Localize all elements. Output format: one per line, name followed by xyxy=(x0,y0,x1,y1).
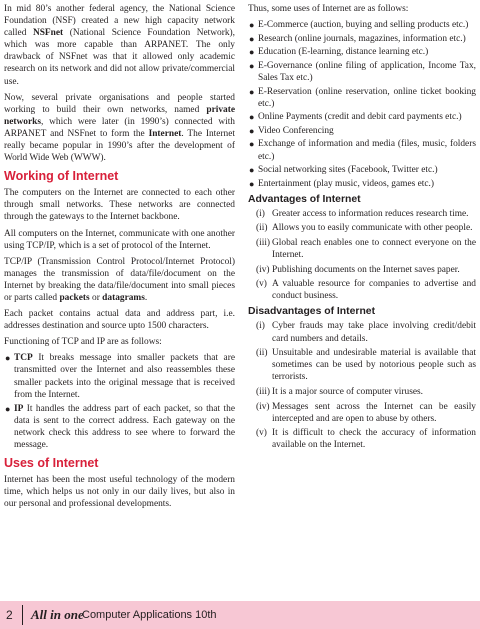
page-number: 2 xyxy=(6,608,13,622)
bullet-icon: ● xyxy=(249,112,255,123)
list-item-text: Video Conferencing xyxy=(258,125,334,136)
book-title: Computer Applications 10th xyxy=(82,609,217,621)
list-item-text: It is difficult to check the accuracy of information available on the Internet. xyxy=(272,428,476,451)
list-item-text: E-Reservation (online reservation, online ticket booking etc.) xyxy=(258,86,476,109)
list-item-text: Cyber frauds may take place involving credit/debit card numbers and details. xyxy=(272,321,476,344)
text-run: Now, several private organisations and people started working to build their own networks, named xyxy=(4,92,235,115)
text-run: . xyxy=(144,292,148,303)
list-item xyxy=(248,164,476,176)
networks-paragraph: The computers on the Internet are connected to each other through small networks. These networks are connected through the gateways to the Internet backbone. xyxy=(4,188,235,223)
bullet-icon: ● xyxy=(249,20,255,31)
right-column xyxy=(248,3,476,454)
term-datagrams: datagrams xyxy=(102,292,145,303)
term-nsfnet: NSFnet xyxy=(32,28,64,39)
item-number: (ii) xyxy=(256,348,268,359)
uses-paragraph: Internet has been the most useful technology of the modern time, which helps us not only in our daily lives, but also in our personal and professional developments. xyxy=(4,475,235,510)
list-item-text: Global reach enables one to connect everyone on the Internet. xyxy=(272,238,476,261)
list-item xyxy=(248,278,476,302)
list-item xyxy=(4,403,235,451)
item-number: (ii) xyxy=(256,223,268,234)
list-item xyxy=(248,237,476,261)
bullet-icon: ● xyxy=(249,125,255,136)
bullet-icon: ● xyxy=(5,403,11,414)
heading-uses-of-internet: Uses of Internet xyxy=(4,456,99,471)
uses-intro: Thus, some uses of Internet are as follows: xyxy=(248,4,409,14)
list-item-text: Allows you to easily communicate with other people. xyxy=(272,223,473,234)
list-item-text: Publishing documents on the Internet saves paper. xyxy=(272,264,460,275)
term-private-networks: private networks xyxy=(4,104,235,127)
text-run: or xyxy=(89,292,103,303)
text-run: In mid 80’s another federal agency, the National Science Foundation (NSF) created a new high capacity network called xyxy=(4,4,235,39)
nsfnet-paragraph xyxy=(4,3,235,88)
bullet-icon: ● xyxy=(249,178,255,189)
item-number: (v) xyxy=(256,279,267,290)
list-item xyxy=(248,401,476,425)
text-run: TCP/IP (Transmission Control Protocol/Internet Protocol) manages the transmission of data/file/document on the Internet by breaking the data/file/document into small pieces or parts called xyxy=(4,256,235,303)
list-item xyxy=(248,46,476,58)
list-item xyxy=(248,222,476,234)
text-run: It handles the address part of each packet, so that the data is sent to the correct address. Each gateway on the network check this address to see where to forward the message. xyxy=(14,403,235,450)
text-run: , which were later (in 1990’s) connected with ARPANET and NSFnet to form the xyxy=(4,116,235,139)
list-item xyxy=(248,178,476,190)
heading-disadvantages: Disadvantages of Internet xyxy=(248,306,376,318)
list-item-text: Social networking sites (Facebook, Twitter etc.) xyxy=(258,165,438,176)
functioning-paragraph: Functioning of TCP and IP are as follows: xyxy=(4,337,162,348)
list-item-text: Online Payments (credit and debit card payments etc.) xyxy=(258,112,462,123)
term-ip: IP xyxy=(14,403,24,414)
item-number: (i) xyxy=(256,321,265,332)
list-item xyxy=(248,427,476,451)
disadvantages-list xyxy=(248,320,476,451)
list-item-text: Education (E-learning, distance learning etc.) xyxy=(258,47,429,58)
item-number: (iii) xyxy=(256,238,271,248)
page-footer xyxy=(0,601,480,629)
list-item xyxy=(248,386,476,398)
tcpip-paragraph xyxy=(4,256,235,304)
footer-divider xyxy=(22,605,23,625)
bullet-icon: ● xyxy=(249,165,255,176)
text-run: It breaks message into smaller packets that are transmitted over the Internet and also reassembles these smaller packets into the original message that is received from the Internet. xyxy=(14,353,235,400)
heading-working-of-internet: Working of Internet xyxy=(4,169,119,184)
list-item-text: Unsuitable and undesirable material is available that sometimes can be used by notorious people such as terrorists. xyxy=(272,348,476,383)
left-column xyxy=(4,3,235,514)
list-item-text: Exchange of information and media (files, music, folders etc.) xyxy=(258,139,476,162)
list-item xyxy=(248,19,476,31)
bullet-icon: ● xyxy=(249,47,255,58)
bullet-icon: ● xyxy=(249,60,255,71)
list-item xyxy=(4,352,235,400)
list-item xyxy=(248,60,476,84)
item-number: (i) xyxy=(256,208,265,219)
advantages-list xyxy=(248,208,476,303)
list-item-text: Messages sent across the Internet can be easily intercepted and are open to abuse by others. xyxy=(272,401,476,424)
list-item-text: E-Governance (online filing of application, Income Tax, Sales Tax etc.) xyxy=(258,60,476,83)
item-number: (iii) xyxy=(256,386,271,397)
list-item xyxy=(248,347,476,383)
list-item xyxy=(248,208,476,220)
private-networks-paragraph xyxy=(4,92,235,165)
term-internet: Internet xyxy=(148,128,182,139)
bullet-icon: ● xyxy=(249,139,255,150)
list-item-text: E-Commerce (auction, buying and selling products etc.) xyxy=(258,20,469,31)
term-packets: packets xyxy=(59,292,90,303)
list-item-text: It is a major source of computer viruses. xyxy=(272,386,423,397)
item-number: (iv) xyxy=(256,264,270,275)
packet-paragraph: Each packet contains actual data and address part, i.e. addresses destination and source upto 1500 characters. xyxy=(4,309,235,332)
bullet-icon: ● xyxy=(5,353,11,364)
tcpip-intro-paragraph: All computers on the Internet, communicate with one another using TCP/IP, which is a set of protocol of the Internet. xyxy=(4,228,235,251)
list-item xyxy=(248,125,476,137)
bullet-icon: ● xyxy=(249,86,255,97)
term-tcp: TCP xyxy=(14,353,33,364)
item-number: (v) xyxy=(256,428,267,439)
list-item xyxy=(248,264,476,276)
list-item-text: Greater access to information reduces research time. xyxy=(272,208,469,219)
text-run: . The Internet really became popular in 1990’s after the development of World Wide Web (WWW). xyxy=(4,128,236,164)
list-item xyxy=(248,320,476,344)
bullet-icon: ● xyxy=(249,33,255,44)
list-item-text: Research (online journals, magazines, information etc.) xyxy=(258,33,466,44)
list-item-text: Entertainment (play music, videos, games etc.) xyxy=(258,178,434,189)
list-item xyxy=(248,138,476,162)
item-number: (iv) xyxy=(256,401,270,412)
uses-list xyxy=(248,19,476,190)
list-item xyxy=(248,86,476,110)
brand-logo: All in one xyxy=(31,607,84,622)
list-item-text: A valuable resource for companies to advertise and conduct business. xyxy=(272,279,476,302)
list-item xyxy=(248,33,476,45)
heading-advantages: Advantages of Internet xyxy=(248,193,361,205)
list-item xyxy=(248,111,476,123)
tcp-ip-list xyxy=(4,352,235,451)
text-run: (National Science Foundation Network), which was more capable than ARPANET. The only drawback of NSFnet was that it allowed only academic research on its network and did not allow private/commercial use. xyxy=(4,28,235,87)
